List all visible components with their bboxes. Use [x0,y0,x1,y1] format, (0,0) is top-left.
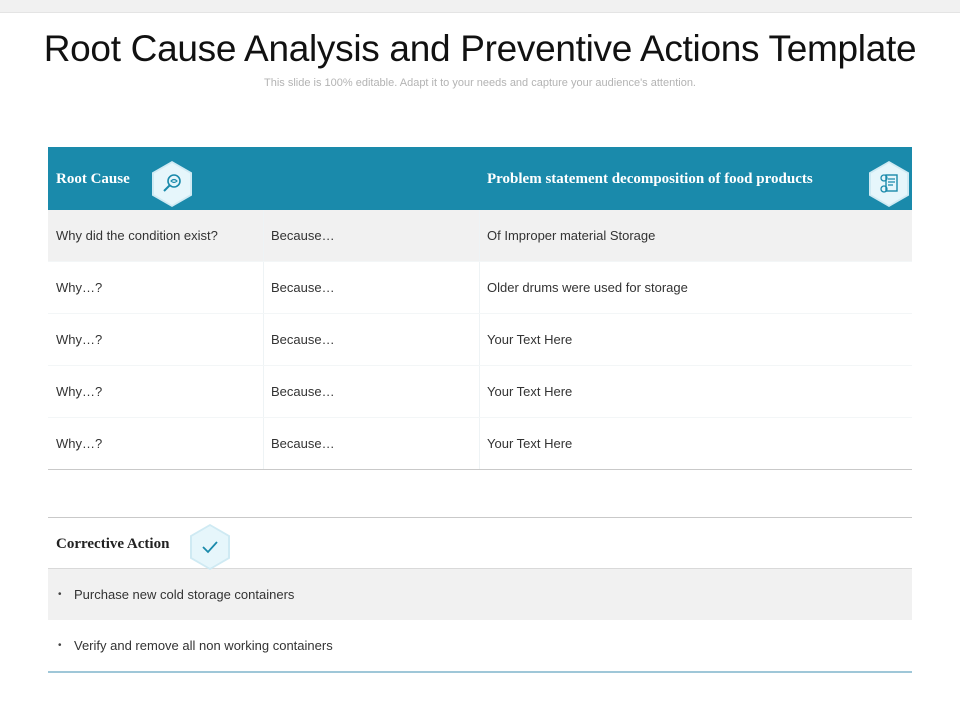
table-row [48,417,912,469]
question-cell: Why…? [48,418,264,469]
list-item [48,569,912,620]
statement-cell: Your Text Here [487,384,573,399]
question-cell: Why…? [48,262,264,313]
statement-cell: Your Text Here [487,436,573,451]
table-row [48,210,912,261]
because-cell: Because… [264,314,480,365]
because-cell: Because… [264,366,480,417]
page-subtitle: This slide is 100% editable. Adapt it to your needs and capture your audience's attention. [264,77,696,89]
because-cell: Because… [264,262,480,313]
statement-cell: Your Text Here [487,332,573,347]
because-cell: Because… [264,418,480,469]
analysis-report-icon [869,161,909,207]
root-cause-table [48,147,912,470]
table-row [48,313,912,365]
action-text: Verify and remove all non working containers [74,638,333,653]
bullet-icon: • [58,640,62,651]
statement-cell: Older drums were used for storage [487,280,688,295]
problem-statement-header-label: Problem statement decomposition of food products [487,171,813,187]
question-cell: Why did the condition exist? [48,210,264,261]
root-cause-header-label: Root Cause [56,171,130,187]
corrective-action-title: Corrective Action [56,536,170,552]
corrective-action-table [48,517,912,673]
corrective-action-header [48,518,912,569]
bullet-icon: • [58,589,62,600]
table-row [48,365,912,417]
page-title: Root Cause Analysis and Preventive Actions Template [43,28,917,69]
question-cell: Why…? [48,314,264,365]
because-cell: Because… [264,210,480,261]
action-text: Purchase new cold storage containers [74,587,295,602]
table-row [48,261,912,313]
statement-cell: Of Improper material Storage [487,228,656,243]
top-strip [0,0,960,13]
root-cause-header [48,147,912,210]
list-item [48,620,912,671]
checkmark-icon [190,524,230,570]
magnifier-icon [152,161,192,207]
question-cell: Why…? [48,366,264,417]
